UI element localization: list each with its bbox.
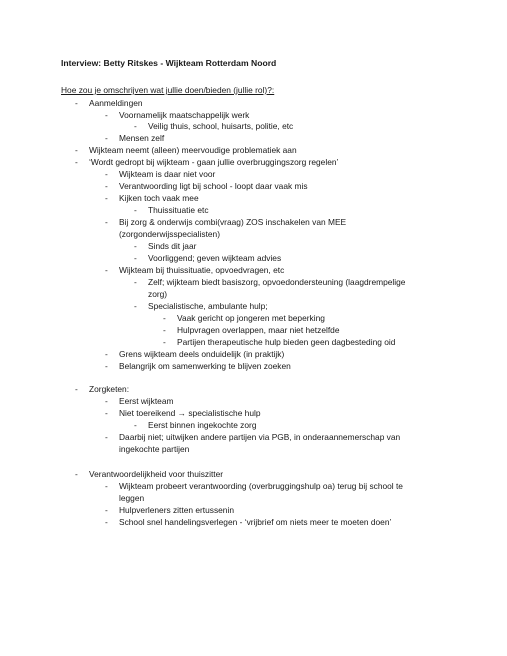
document-title: Interview: Betty Ritskes - Wijkteam Rotterdam Noord (61, 58, 277, 68)
outline-line-level-2: Niet toereikend → specialistische hulp (119, 408, 261, 418)
bullet-dash: - (134, 253, 137, 263)
outline-line-level-4: Partijen therapeutische hulp bieden geen dagbesteding oid (177, 337, 396, 347)
bullet-dash: - (163, 325, 166, 335)
bullet-dash: - (105, 517, 108, 527)
bullet-dash: - (75, 469, 78, 479)
outline-line-level-1: Zorgketen: (89, 384, 130, 394)
bullet-dash: - (134, 205, 137, 215)
outline-line-level-4: Vaak gericht op jongeren met beperking (177, 313, 325, 323)
bullet-dash: - (105, 408, 108, 418)
bullet-dash: - (134, 301, 137, 311)
bullet-dash: - (105, 396, 108, 406)
bullet-dash: - (105, 265, 108, 275)
bullet-dash: - (105, 193, 108, 203)
outline-line-level-3: Voorliggend; geven wijkteam advies (148, 253, 282, 263)
outline-line-level-2: Belangrijk om samenwerking te blijven zoeken (119, 361, 291, 371)
outline-line-level-2: Wijkteam probeert verantwoording (overbruggingshulp oa) terug bij school te (119, 481, 403, 491)
outline-line-level-2: Grens wijkteam deels onduidelijk (in praktijk) (119, 349, 285, 359)
bullet-dash: - (105, 181, 108, 191)
bullet-dash: - (134, 121, 137, 131)
bullet-dash: - (75, 157, 78, 167)
outline-line-level-2: Bij zorg & onderwijs combi(vraag) ZOS inschakelen van MEE (119, 217, 347, 227)
bullet-dash: - (134, 241, 137, 251)
bullet-dash: - (105, 432, 108, 442)
outline-line-level-2: School snel handelingsverlegen - ‘vrijbrief om niets meer te moeten doen’ (119, 517, 392, 527)
outline-line-level-2: Verantwoording ligt bij school - loopt daar vaak mis (119, 181, 308, 191)
outline-line-level-3: Specialistische, ambulante hulp; (148, 301, 268, 311)
outline-line-level-3: Eerst binnen ingekochte zorg (148, 420, 257, 430)
question-heading: Hoe zou je omschrijven wat jullie doen/bieden (jullie rol)?: (61, 85, 275, 95)
outline-line-level-3: Thuissituatie etc (148, 205, 209, 215)
outline-line-level-3: Zelf; wijkteam biedt basiszorg, opvoedondersteuning (laagdrempelige (148, 277, 406, 287)
outline-line-level-2: leggen (119, 493, 145, 503)
outline-line-level-1: Aanmeldingen (89, 98, 143, 108)
outline-line-level-4: Hulpvragen overlappen, maar niet hetzelfde (177, 325, 340, 335)
bullet-dash: - (105, 349, 108, 359)
bullet-dash: - (134, 420, 137, 430)
outline-line-level-3: Veilig thuis, school, huisarts, politie, etc (148, 121, 294, 131)
outline-line-level-3: Sinds dit jaar (148, 241, 197, 251)
outline-line-level-1: Wijkteam neemt (alleen) meervoudige problematiek aan (89, 145, 297, 155)
outline-line-level-2: Hulpverleners zitten ertussenin (119, 505, 234, 515)
outline-line-level-2: (zorgonderwijsspecialisten) (119, 229, 221, 239)
bullet-dash: - (105, 505, 108, 515)
bullet-dash: - (75, 98, 78, 108)
bullet-dash: - (105, 133, 108, 143)
bullet-dash: - (134, 277, 137, 287)
bullet-dash: - (75, 384, 78, 394)
outline-line-level-2: Wijkteam bij thuissituatie, opvoedvragen, etc (119, 265, 285, 275)
outline-line-level-2: Voornamelijk maatschappelijk werk (119, 110, 250, 120)
bullet-dash: - (105, 217, 108, 227)
bullet-dash: - (75, 145, 78, 155)
outline-line-level-3: zorg) (148, 289, 168, 299)
outline-line-level-2: Mensen zelf (119, 133, 165, 143)
outline-line-level-2: ingekochte partijen (119, 444, 190, 454)
outline-line-level-1: ‘Wordt gedropt bij wijkteam - gaan jullie overbruggingszorg regelen’ (89, 157, 339, 167)
bullet-dash: - (163, 337, 166, 347)
bullet-dash: - (105, 169, 108, 179)
outline-line-level-2: Daarbij niet; uitwijken andere partijen via PGB, in onderaannemerschap van (119, 432, 401, 442)
outline-line-level-2: Kijken toch vaak mee (119, 193, 199, 203)
bullet-dash: - (105, 481, 108, 491)
bullet-dash: - (105, 110, 108, 120)
bullet-dash: - (105, 361, 108, 371)
outline-line-level-2: Eerst wijkteam (119, 396, 174, 406)
outline-line-level-1: Verantwoordelijkheid voor thuiszitter (89, 469, 224, 479)
bullet-dash: - (163, 313, 166, 323)
outline-line-level-2: Wijkteam is daar niet voor (119, 169, 216, 179)
